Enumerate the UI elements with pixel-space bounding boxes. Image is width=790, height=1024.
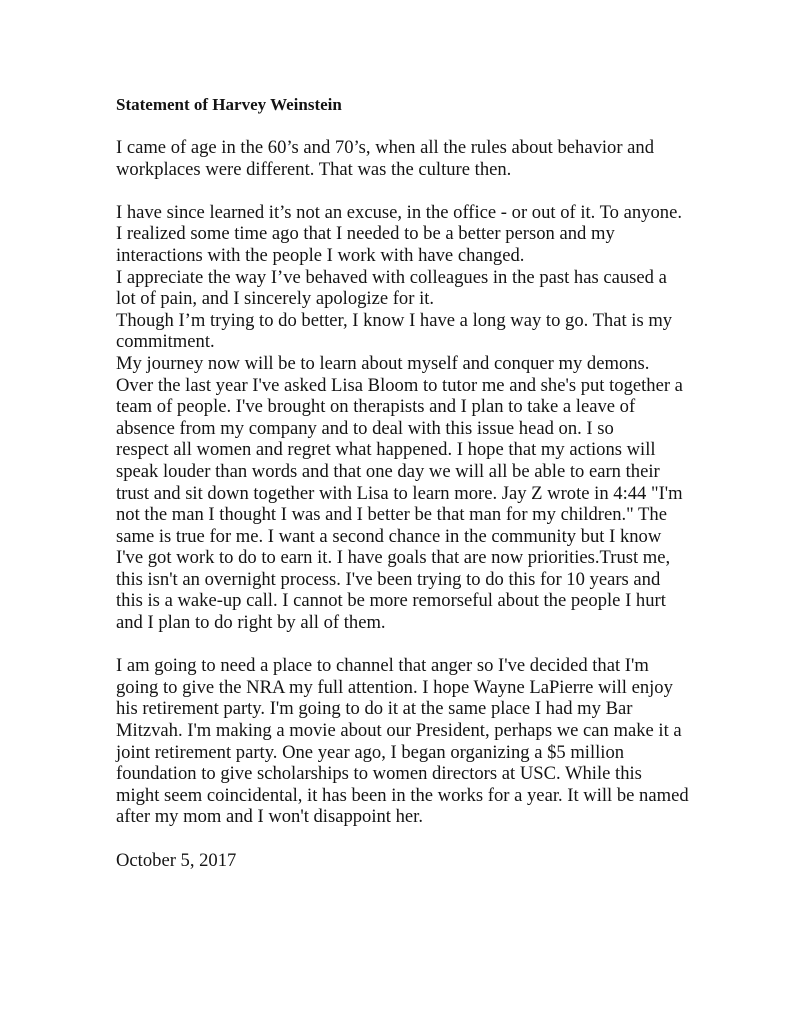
text-line: and I plan to do right by all of them.	[116, 612, 386, 634]
text-line: Mitzvah. I'm making a movie about our President, perhaps we can make it a	[116, 720, 682, 742]
text-line: Over the last year I've asked Lisa Bloom to tutor me and she's put together a	[116, 374, 683, 396]
text-line: workplaces were different. That was the culture then.	[116, 158, 512, 180]
text-line: I've got work to do to earn it. I have goals that are now priorities.Trust me,	[116, 547, 671, 569]
statement-date: October 5, 2017	[116, 849, 237, 871]
paragraph-2	[116, 202, 756, 634]
text-line: I came of age in the 60’s and 70’s, when all the rules about behavior and	[116, 137, 655, 158]
text-line: not the man I thought I was and I better be that man for my children." The	[116, 504, 667, 526]
text-line: going to give the NRA my full attention. I hope Wayne LaPierre will enjoy	[116, 676, 673, 698]
text-line: same is true for me. I want a second chance in the community but I know	[116, 525, 662, 547]
text-line: lot of pain, and I sincerely apologize for it.	[116, 288, 435, 310]
text-line: interactions with the people I work with have changed.	[116, 244, 525, 266]
text-line: team of people. I've brought on therapists and I plan to take a leave of	[116, 396, 636, 418]
text-line: Though I’m trying to do better, I know I have a long way to go. That is my	[116, 309, 673, 331]
text-line: absence from my company and to deal with this issue head on. I so	[116, 417, 614, 439]
text-line: after my mom and I won't disappoint her.	[116, 806, 423, 828]
text-line: might seem coincidental, it has been in the works for a year. It will be named	[116, 784, 689, 806]
document-title: Statement of Harvey Weinstein	[116, 95, 342, 114]
text-line: speak louder than words and that one day we will all be able to earn their	[116, 460, 660, 482]
paragraph-3	[116, 655, 756, 828]
text-line: respect all women and regret what happened. I hope that my actions will	[116, 439, 656, 461]
text-line: I realized some time ago that I needed to be a better person and my	[116, 223, 615, 245]
text-line: his retirement party. I'm going to do it at the same place I had my Bar	[116, 698, 633, 720]
text-line: foundation to give scholarships to women directors at USC. While this	[116, 763, 642, 785]
text-line: My journey now will be to learn about myself and conquer my demons.	[116, 352, 650, 374]
text-line: trust and sit down together with Lisa to learn more. Jay Z wrote in 4:44 "I'm	[116, 482, 683, 504]
text-line: commitment.	[116, 331, 215, 353]
text-line: I am going to need a place to channel that anger so I've decided that I'm	[116, 655, 649, 677]
text-line: I have since learned it’s not an excuse, in the office - or out of it. To anyone.	[116, 201, 682, 223]
text-line: this is a wake-up call. I cannot be more remorseful about the people I hurt	[116, 590, 666, 612]
text-line: I appreciate the way I’ve behaved with colleagues in the past has caused a	[116, 266, 667, 288]
text-line: this isn't an overnight process. I've been trying to do this for 10 years and	[116, 568, 661, 590]
text-line: joint retirement party. One year ago, I began organizing a $5 million	[116, 741, 625, 763]
statement-document	[116, 94, 756, 871]
paragraph-1	[116, 137, 756, 180]
